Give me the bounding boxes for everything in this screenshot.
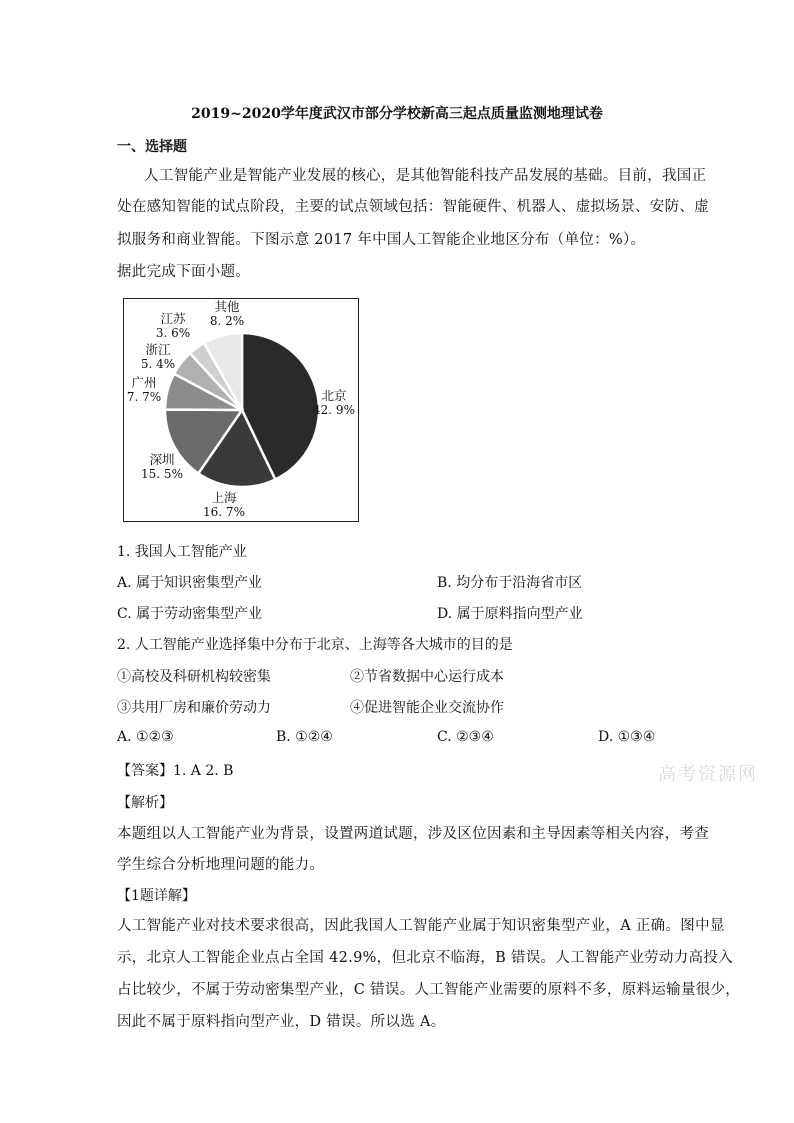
q1-option-c: C. 属于劳动密集型产业: [117, 606, 263, 622]
slice-value-label-2: 15. 5%: [141, 467, 183, 481]
slice-value-label-0: 42. 9%: [313, 403, 355, 417]
page-title: 2019~2020学年度武汉市部分学校新高三起点质量监测地理试卷: [191, 106, 603, 122]
q2-option-d: D. ①③④: [598, 729, 656, 745]
intro-line-2: 处在感知智能的试点阶段，主要的试点领域包括：智能硬件、机器人、虚拟场景、安防、虚: [117, 199, 709, 215]
detail-line-2: 示，北京人工智能企业点占全国 42.9%，但北京不临海，B 错误。人工智能产业劳动力高投入: [117, 950, 733, 966]
detail-line-3: 占比较少，不属于劳动密集型产业，C 错误。人工智能产业需要的原料不多，原料运输量很少，: [117, 982, 741, 998]
slice-value-label-6: 8. 2%: [209, 314, 245, 328]
detail-line-1: 人工智能产业对技术要求很高，因此我国人工智能产业属于知识密集型产业，A 正确。图中显: [117, 918, 725, 934]
slice-value-label-5: 3. 6%: [155, 326, 191, 340]
detail-heading: 【1题详解】: [117, 888, 196, 904]
q1-option-a: A. 属于知识密集型产业: [117, 575, 263, 591]
slice-name-label-0: 北京: [321, 388, 347, 403]
q2-option-a: A. ①②③: [117, 729, 174, 745]
q2-statement-1: ①高校及科研机构较密集: [117, 669, 271, 685]
q2-option-c: C. ②③④: [437, 729, 494, 745]
slice-value-label-3: 7. 7%: [126, 390, 162, 404]
q1-option-d: D. 属于原料指向型产业: [437, 606, 583, 622]
intro-line-4: 据此完成下面小题。: [117, 264, 251, 280]
slice-value-label-4: 5. 4%: [140, 357, 176, 371]
q2-statement-2: ②节省数据中心运行成本: [350, 669, 504, 685]
q1-option-b: B. 均分布于沿海省市区: [437, 575, 583, 591]
q2-option-b: B. ①②④: [276, 729, 333, 745]
q2-statement-3: ③共用厂房和廉价劳动力: [117, 700, 271, 716]
section-heading: 一、选择题: [117, 139, 187, 155]
detail-line-4: 因此不属于原料指向型产业，D 错误。所以选 A。: [117, 1014, 446, 1030]
q1-stem: 1. 我国人工智能产业: [117, 544, 247, 560]
answer-line: 【答案】1. A 2. B: [117, 763, 234, 779]
intro-line-1: 人工智能产业是智能产业发展的核心，是其他智能科技产品发展的基础。目前，我国正: [144, 168, 707, 184]
intro-line-3: 拟服务和商业智能。下图示意 2017 年中国人工智能企业地区分布（单位：%）。: [117, 232, 646, 248]
slice-value-label-1: 16. 7%: [203, 505, 245, 519]
q2-stem: 2. 人工智能产业选择集中分布于北京、上海等各大城市的目的是: [117, 637, 513, 653]
watermark: 高考资源网: [658, 764, 758, 785]
q2-statement-4: ④促进智能企业交流协作: [350, 700, 504, 716]
analysis-line-1: 本题组以人工智能产业为背景，设置两道试题，涉及区位因素和主导因素等相关内容，考查: [117, 826, 709, 842]
slice-name-label-1: 上海: [211, 490, 237, 505]
slice-name-label-6: 其他: [214, 299, 240, 314]
pie-chart-frame: [123, 298, 359, 522]
slice-name-label-2: 深圳: [149, 452, 175, 467]
slice-name-label-3: 广州: [131, 375, 157, 390]
pie-chart: [124, 299, 360, 523]
slice-name-label-5: 江苏: [160, 311, 186, 326]
analysis-line-2: 学生综合分析地理问题的能力。: [117, 857, 325, 873]
slice-name-label-4: 浙江: [145, 342, 171, 357]
analysis-heading: 【解析】: [117, 795, 173, 811]
